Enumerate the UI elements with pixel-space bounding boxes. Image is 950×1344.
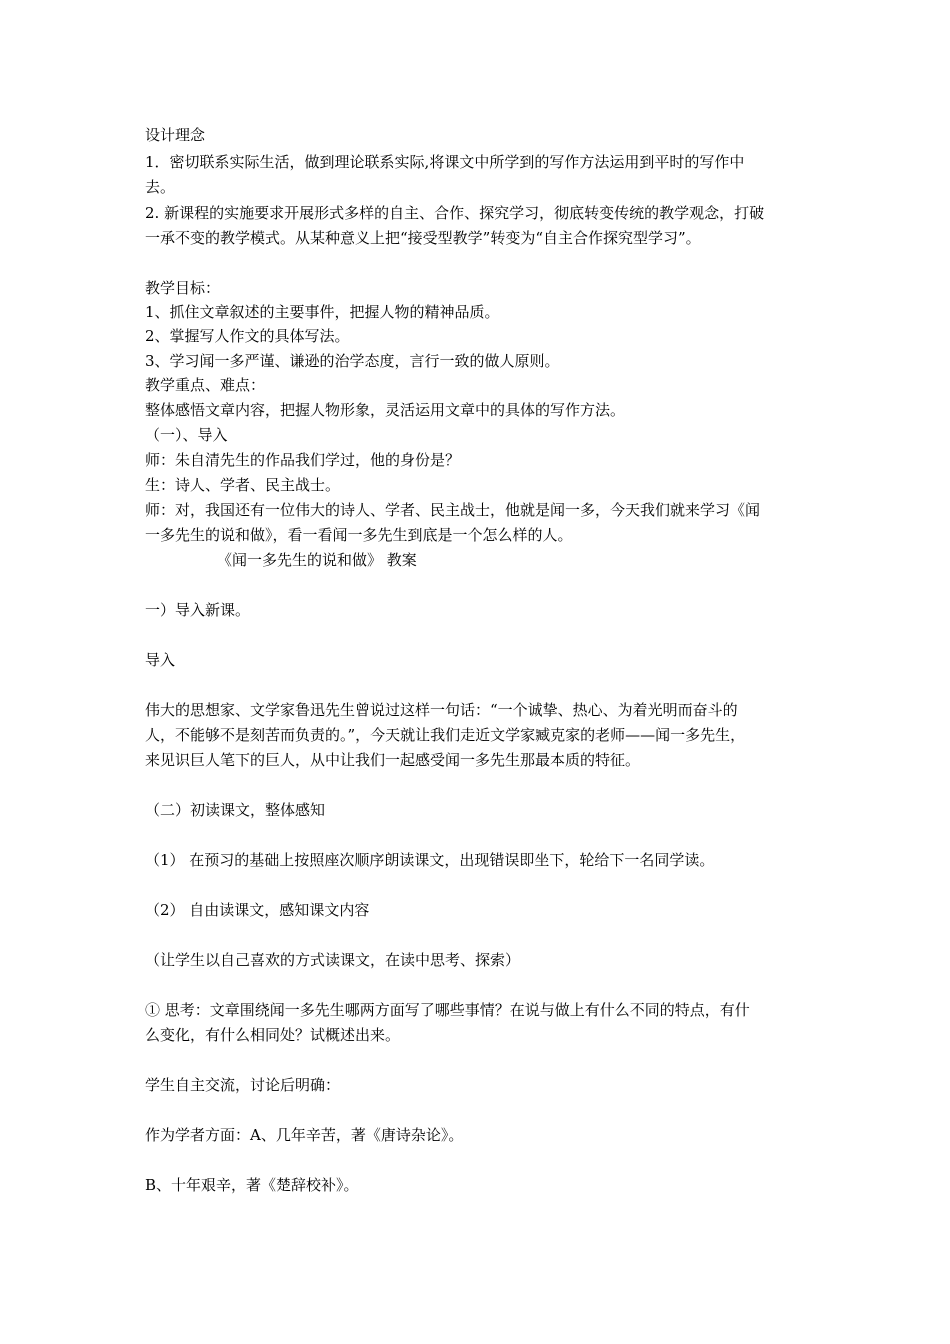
section-heading-first-reading: （二）初读课文，整体感知 (145, 801, 326, 819)
text-line: 2. 新课程的实施要求开展形式多样的自主、合作、探究学习，彻底转变传统的教学观念，打破 (145, 204, 765, 222)
text-line: B、十年艰辛，著《楚辞校补》。 (145, 1176, 359, 1194)
text-line: 整体感悟文章内容，把握人物形象，灵活运用文章中的具体的写作方法。 (145, 401, 626, 419)
section-heading-key-points: 教学重点、难点： (145, 376, 266, 394)
section-heading-new-lesson: 一）导入新课。 (145, 601, 251, 619)
section-heading-intro: （一）、导入 (145, 426, 228, 444)
text-line: 来见识巨人笔下的巨人，从中让我们一起感受闻一多先生那最本质的特征。 (145, 751, 641, 769)
section-heading-design-concept: 设计理念 (145, 126, 206, 144)
text-line: 学生自主交流，讨论后明确： (145, 1076, 341, 1094)
dialogue-line: 师：对，我国还有一位伟大的诗人、学者、民主战士，他就是闻一多，今天我们就来学习《闻 (145, 501, 761, 519)
text-line: 1、抓住文章叙述的主要事件，把握人物的精神品质。 (145, 303, 500, 321)
text-line: 1．密切联系实际生活，做到理论联系实际,将课文中所学到的写作方法运用到平时的写作中 (145, 153, 745, 171)
section-heading-lead-in: 导入 (145, 651, 176, 669)
text-line: ① 思考：文章围绕闻一多先生哪两方面写了哪些事情？在说与做上有什么不同的特点，有什 (145, 1001, 750, 1019)
dialogue-line: 生：诗人、学者、民主战士。 (145, 476, 341, 494)
text-line: 作为学者方面：A、几年辛苦，著《唐诗杂论》。 (145, 1126, 464, 1144)
text-line: 去。 (145, 178, 176, 196)
text-line: 么变化，有什么相同处？试概述出来。 (145, 1026, 401, 1044)
text-line: （让学生以自己喜欢的方式读课文，在读中思考、探索） (145, 951, 521, 969)
text-line: 2、掌握写人作文的具体写法。 (145, 327, 350, 345)
text-line: （1） 在预习的基础上按照座次顺序朗读课文，出现错误即坐下，轮给下一名同学读。 (145, 851, 715, 869)
text-line: 一承不变的教学模式。从某种意义上把“接受型教学”转变为“自主合作探究型学习”。 (145, 229, 701, 247)
lesson-plan-title: 《闻一多先生的说和做》 教案 (217, 551, 417, 569)
text-line: 人，不能够不是刻苦而负责的。”，今天就让我们走近文学家臧克家的老师——闻一多先生， (145, 726, 746, 744)
dialogue-line: 师：朱自清先生的作品我们学过，他的身份是？ (145, 451, 461, 469)
text-line: 3、学习闻一多严谨、谦逊的治学态度，言行一致的做人原则。 (145, 352, 560, 370)
text-line: （2） 自由读课文，感知课文内容 (145, 901, 370, 919)
text-line: 一多先生的说和做》，看一看闻一多先生到底是一个怎么样的人。 (145, 526, 573, 544)
text-line: 伟大的思想家、文学家鲁迅先生曾说过这样一句话：“一个诚挚、热心、为着光明而奋斗的 (145, 701, 738, 719)
section-heading-teaching-goals: 教学目标： (145, 279, 221, 297)
